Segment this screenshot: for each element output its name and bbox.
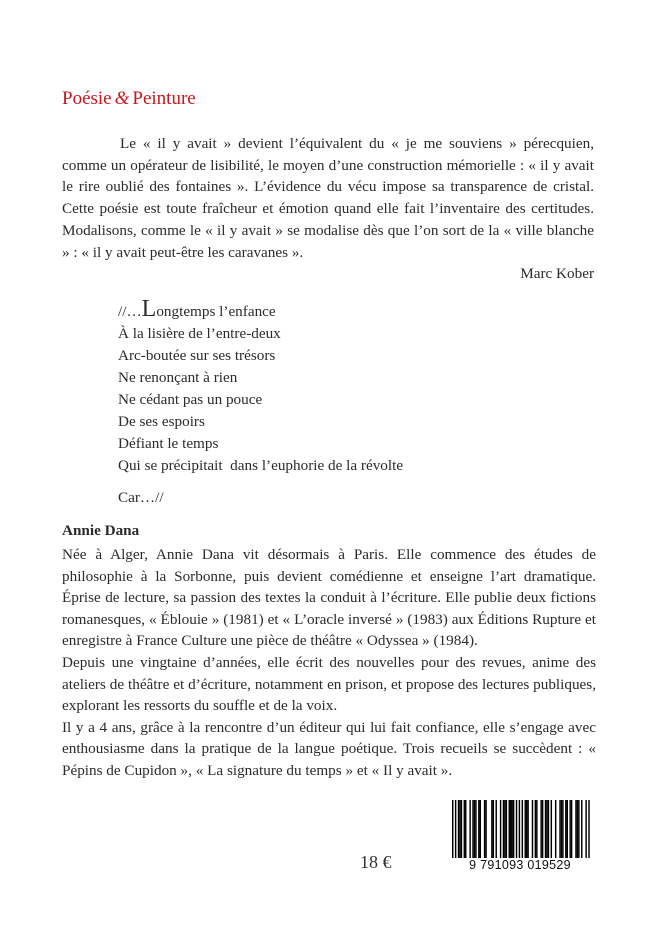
barcode-bar: [506, 800, 507, 858]
poem-excerpt: [118, 298, 403, 509]
barcode-bar: [548, 800, 549, 858]
barcode-bar: [535, 800, 536, 858]
barcode-bar: [516, 800, 517, 858]
barcode-bar: [555, 800, 556, 858]
poem-ending: Car…//: [118, 489, 164, 506]
barcode-bar: [478, 800, 479, 858]
poem-line: Qui se précipitait dans l’euphorie de la révolte: [118, 457, 404, 474]
barcode-bar: [469, 800, 470, 858]
barcode-bar: [588, 800, 589, 858]
barcode-bar: [461, 800, 462, 858]
barcode-bar: [545, 800, 546, 858]
isbn-digits: 9 791093 019529: [469, 858, 571, 872]
quote-signature: Marc Kober: [520, 265, 594, 282]
barcode-bar: [551, 800, 552, 858]
poem-line: Ne renonçant à rien: [118, 369, 238, 386]
bio-paragraph: Il y a 4 ans, grâce à la rencontre d’un éditeur qui lui fait confiance, elle s’engage avec enthousiasme dans la pratique de la langue poétique. Trois recueils se succèdent : « Pépins de Cupidon », « La signature du temps » et « Il y avait ».: [62, 718, 596, 779]
series-title-ampersand: &: [114, 88, 130, 109]
series-title-peinture: Peinture: [132, 88, 196, 109]
barcode-bar: [513, 800, 514, 858]
intro-quote: [62, 133, 594, 263]
poem-prefix: //…: [118, 303, 142, 320]
barcode-bar: [491, 800, 492, 858]
barcode-bar: [475, 800, 476, 858]
barcode-bar: [571, 800, 572, 858]
poem-line: Ne cédant pas un pouce: [118, 391, 263, 408]
price-label: 18 €: [360, 852, 392, 872]
barcode-bar: [562, 800, 563, 858]
barcode-bar: [559, 800, 560, 858]
barcode-bar: [565, 800, 566, 858]
poem-line: De ses espoirs: [118, 413, 205, 430]
barcode-bar: [542, 800, 543, 858]
barcode-bar: [561, 800, 562, 858]
poem-line: Défiant le temps: [118, 435, 219, 452]
barcode-bar: [510, 800, 511, 858]
barcode-bar: [522, 800, 523, 858]
poem-line: Arc-boutée sur ses trésors: [118, 347, 276, 364]
bio-paragraph: Née à Alger, Annie Dana vit désormais à Paris. Elle commence des études de philosophie à la Sorbonne, puis devient comédienne et enseigne l’art dramatique. Éprise de lecture, sa passion des textes la conduit à l’écriture. Elle publie deux fictions romanesques, « Éblouie » (1981) et « L’oracle inversé » (1983) aux Éditions Rupture et enregistre à France Culture une pièce de théâtre « Odyssea » (1984).: [62, 546, 596, 650]
barcode-bar: [465, 800, 466, 858]
barcode-bar: [500, 800, 501, 858]
poem-first-line: ongtemps l’enfance: [156, 303, 276, 320]
barcode-bar: [519, 800, 520, 858]
poem-line: À la lisière de l’entre-deux: [118, 325, 281, 342]
series-title-poesie: Poésie: [62, 88, 112, 109]
bio-paragraph: Depuis une vingtaine d’années, elle écrit des nouvelles pour des revues, anime des ateliers de théâtre et d’écriture, notamment en prison, et propose des lectures publiques, explorant les ressorts du souffle et de la voix.: [62, 653, 596, 715]
barcode-bar: [577, 800, 578, 858]
barcode-bar: [504, 800, 505, 858]
series-title: [62, 88, 196, 110]
poem-line: [118, 298, 403, 323]
author-bio: [62, 544, 596, 782]
barcode-bar: [464, 800, 465, 858]
poem-drop-letter: L: [141, 296, 157, 322]
barcode-bar: [459, 800, 460, 858]
barcode-bar: [578, 800, 579, 858]
barcode-bar: [540, 800, 541, 858]
barcode-bar: [536, 800, 537, 858]
barcode-bar: [532, 800, 533, 858]
barcode-bar: [503, 800, 504, 858]
barcode-bar: [484, 800, 485, 858]
barcode-bar: [496, 800, 497, 858]
barcode-bar: [458, 800, 459, 858]
author-name: Annie Dana: [62, 522, 140, 539]
barcode-bar: [474, 800, 475, 858]
barcode-bar: [569, 800, 570, 858]
barcode-bar: [525, 800, 526, 858]
barcode-bar: [585, 800, 586, 858]
barcode-bar: [511, 800, 512, 858]
barcode-bar: [581, 800, 582, 858]
barcode-bar: [472, 800, 473, 858]
barcode-bar: [567, 800, 568, 858]
barcode-bar: [575, 800, 576, 858]
barcode-bar: [527, 800, 528, 858]
barcode-bar: [485, 800, 486, 858]
barcode-bar: [546, 800, 547, 858]
barcode-bar: [480, 800, 481, 858]
barcode-bar: [455, 800, 456, 858]
barcode-bar: [493, 800, 494, 858]
intro-paragraph: Le « il y avait » devient l’équivalent du « je me souviens » pérecquien, comme un opérateur de lisibilité, le moyen d’une construction mémorielle : « il y avait le rire oublié des fontaines ». L’évidence du vécu impose sa transparence de cristal. Cette poésie est toute fraîcheur et émotion quand elle fait l’inventaire des certitudes. Modalisons, comme le « il y avait » se modalise dès que l’on sort de la « ville blanche » : « il y avait peut-être les caravanes ».: [62, 135, 594, 261]
barcode-bar: [452, 800, 453, 858]
barcode-bar: [509, 800, 510, 858]
barcode-bar: [526, 800, 527, 858]
barcode-bars: [446, 800, 594, 858]
